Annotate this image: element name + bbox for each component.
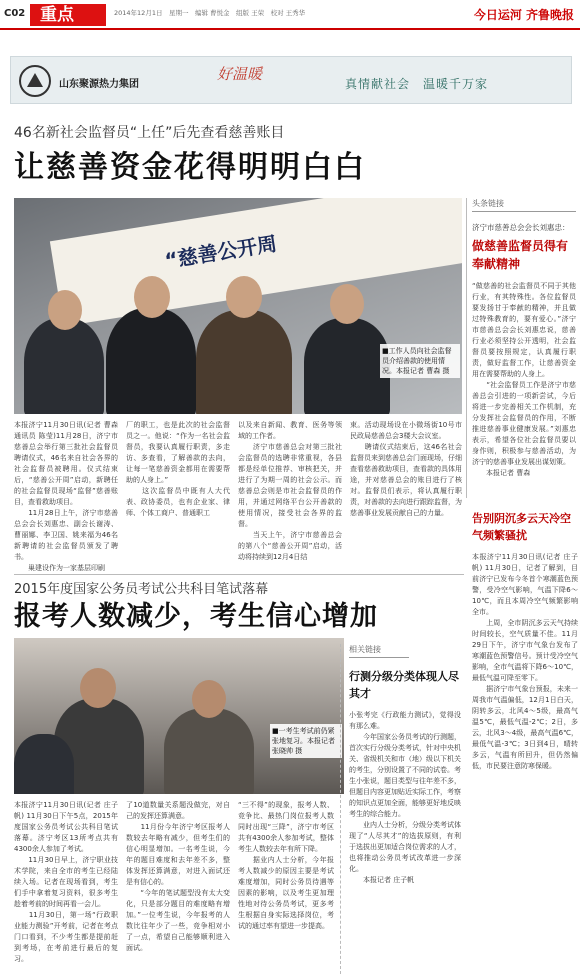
related-headline: 行测分级分类体现人尽其才 — [349, 670, 459, 700]
related-tag: 相关链接 — [349, 644, 409, 658]
photo-person — [14, 734, 74, 794]
sidebar-tag: 头条链接 — [472, 198, 576, 212]
weather-headline: 告别阴沉多云天冷空气频繁骚扰 — [472, 512, 571, 542]
sidebar-body: “做慈善的社会监督员不同于其他行业，有其特殊性。各位监督员要发扬甘于奉献的精神，并且做过特殊教育的，要有爱心。”济宁市慈善总会会长刘惠忠说，慈善行业必须坚持公开透明，社会监督员要按照规定，认真履行职责，做好监督工作，让慈善资金用在需要帮助的人身上。 “社会监督员工作是济宁市慈善总会引进的一项新尝试，今后将进一步完善相关工作机制，充分发挥社会监督员的作用，不断推进慈善事业健康发展。”刘惠忠表示，希望各位社会监督员要以身作则，积极参与慈善活动，为济宁的慈善事业发展出谋划策。 本报记者 曹森 — [472, 282, 576, 477]
weather-body: 本报济宁11月30日讯(记者 庄子帆) 11月30日，记者了解到，目前济宁已发布今冬首个寒潮蓝色预警，受冷空气影响，气温下降6～10℃，而且本周冷空气频繁影响全市。 上周，全市阴沉多云天气持续时间较长，空气质量不佳。11月29日下午，济宁市气象台发布了寒潮蓝色预警信号。预计受冷空气影响，全市气温将下降6～10℃，最低气温可降至零下。 据济宁市气象台预报，未来一周我市气温偏低，12月1日白天，阴转多云，北风4～5级，最高气温5℃，最低气温-2℃；2日，多云，北风3～4级，最高气温6℃，最低气温-3℃；3日到4日，晴转多云，气温有所回升，但仍然偏低，市民要注意防寒保暖。 — [472, 553, 578, 770]
article1-column-2: 厂的职工，也是此次的社会监督员之一。他说：“作为一名社会监督员，我要认真履行职责，多走访、多查看，了解善款的去向，让每一笔慈善资金都用在需要帮助的人身上。” 这次监督员中既有人大代表、政协委员，也有企业家、律师、个体工商户、普通职工 — [126, 421, 230, 517]
article2-photo-caption: ■一考生考试前仍紧张地复习。本报记者 张晓帅 摄 — [270, 724, 342, 758]
header-rule — [0, 28, 580, 30]
article2-column-1: 本报济宁11月30日讯(记者 庄子帆) 11月30日下午5点，2015年度国家公务员考试公共科目笔试落幕。济宁考区13所考点共有4300余人参加了考试。 11月30日早上，济宁职业技术学院，来自全市的考生已经陆续入场。记者在现场看到，考生们手中拿着复习资料，很多考生趁着考前的时间再看一会儿。 11月30日，第一场“行政职业能力测验”开考前，记者在考点门口看到，不少考生都是提前赶到考场，在考前进行最后的复习。 — [14, 801, 118, 963]
article2-title: 报考人数减少，考生信心增加 — [14, 601, 378, 632]
article2-photo — [14, 638, 344, 794]
photo-board-text: “慈善公开周 — [163, 231, 279, 273]
article2-column-2: 了10道数量关系题没做完，对自己的发挥还算满意。 11月份今年济宁考区报考人数较去年略有减少，但考生们的信心明显增加。一名考生说，今年的题目难度和去年差不多，整体发挥还算满意，对进入面试还是有信心的。 “今年的笔试题型没有太大变化，只是部分题目的难度略有增加。”一位考生说，今年报考的人数比往年少了一些，竞争相对小了一点，希望自己能够顺利进入面试。 — [126, 801, 230, 952]
related-link — [340, 644, 460, 974]
article2-column-3: “三不得”的现象，报考人数、竞争比、最热门岗位报考人数同时出现“三降”，济宁市考区共有4300余人参加考试，整体考生人数较去年有所下降。 据业内人士分析，今年报考人数减少的原因主要是考试难度增加，同时公务员待遇等因素的影响，以及考生更加理性地对待公务员考试，更多考生根据自身实际选择岗位，考试的通过率有望进一步提高。 — [238, 801, 334, 930]
article1-column-1: 本报济宁11月30日讯(记者 曹森 通讯员 陈莹)11月28日，济宁市慈善总会举行第三批社会监督员聘请仪式，46名来自社会各界的社会监督员被聘用。仪式结束后，“慈善公开周”启动，新聘任的社会监督员现场“监督”慈善账目，查看救助项目。 11月28日上午，济宁市慈善总会会长刘惠忠、副会长谢涛、曹丽娜、李卫国、姚来福为46名新聘请的社会监督员颁发了聘书。 巢建设作为一家基层印刷 — [14, 421, 118, 572]
sponsor-banner — [10, 56, 572, 104]
photo-person — [106, 308, 196, 414]
photo-person — [24, 318, 104, 414]
article1-column-3: 以及来自新闻、教育、医务等领域的工作者。 济宁市慈善总会对第三批社会监督员的选聘非常重视，各县都是经单位推荐、审核把关，并进行了为期一周的社会公示。而慈善总会则是市社会监督员的作用，并通过网络平台公开善款的使用情况，接受社会各界的监督。 当天上午，济宁市慈善总会的第八个“慈善公开周”启动，活动将持续到12月4日结 — [238, 421, 342, 561]
company-name: 山东聚源热力集团 — [59, 79, 139, 90]
page-number: C02 — [4, 8, 26, 19]
section-label: 重点 — [30, 4, 106, 26]
photo-person — [164, 708, 254, 794]
edition-meta: 2014年12月1日 星期一 编辑 曹悦金 组版 王荣 校对 王秀华 — [114, 9, 306, 17]
photo-person — [196, 310, 292, 414]
article1-kicker: 46名新社会监督员“上任”后先查看慈善账目 — [14, 125, 285, 141]
article1-photo — [14, 198, 462, 414]
sidebar-subtitle: 济宁市慈善总会会长刘惠忠： — [472, 223, 570, 232]
article2-kicker: 2015年度国家公务员考试公共科目笔试落幕 — [14, 582, 269, 597]
sidebar-divider — [466, 198, 467, 498]
section-divider — [14, 574, 464, 575]
article1-column-4: 束。活动现场设在小微场街10号市民政局慈善总会3楼大会议室。 聘请仪式结束后，这46名社会监督员来到慈善总会门面现场，仔细查看慈善救助项目，查看款的具体用途，并对慈善总会的账目进行了核对。监督员们表示，将认真履行职责，对善款的去向进行跟踪监督，为慈善事业发展贡献自己的力量。 — [350, 421, 462, 517]
sidebar-headline: 做慈善监督员得有奉献精神 — [472, 239, 569, 271]
banner-slogan: 真情献社会 温暖千万家 — [345, 77, 489, 91]
page-header — [0, 0, 580, 30]
article1-photo-caption: ■工作人员向社会监督员介绍善款的使用情况。本报记者 曹森 摄 — [380, 344, 460, 378]
newspaper-name: 今日运河 齐鲁晚报 — [473, 8, 574, 22]
sidebar-link — [472, 198, 576, 491]
photo-person — [304, 318, 390, 414]
banner-handwriting: 好温暖 — [217, 65, 263, 83]
related-body: 小张考完《行政能力测试》，觉得没有那么难。 今年国家公务员考试的行测题，首次实行分级分类考试，针对中央机关、省级机关和市（地）级以下机关的考生，分别设置了不同的试卷。考生小张说，题目类型与往年差不多，但题目内容更加贴近实际工作，考察的知识点更加全面，能够更好地反映考生的综合能力。 业内人士分析，分级分类考试体现了“人尽其才”的选拔原则，有利于选拔出更加适合岗位需求的人才，也将推动公务员考试改革进一步深化。 本报记者 庄子帆 — [349, 711, 461, 884]
article1-title: 让慈善资金花得明明白白 — [14, 150, 366, 185]
company-logo-icon — [19, 65, 51, 97]
